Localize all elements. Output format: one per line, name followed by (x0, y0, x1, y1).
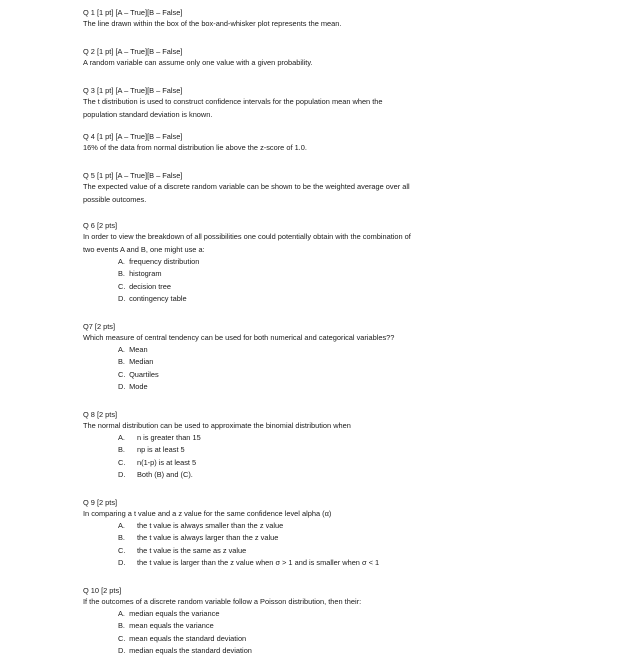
question-text: The t distribution is used to construct confidence intervals for the population mean when the (83, 97, 383, 106)
question-header: Q 2 [1 pt] [A – True][B – False] (83, 47, 183, 56)
answer-options (83, 608, 528, 657)
question-text: In order to view the breakdown of all possibilities one could potentially obtain with the combination of (83, 232, 411, 241)
option-letter: A. (118, 345, 125, 354)
question-4 (83, 132, 528, 154)
answer-options (83, 520, 528, 569)
option-c[interactable] (118, 545, 528, 557)
option-a[interactable] (118, 432, 528, 444)
option-text: Quartiles (129, 369, 159, 379)
option-text: decision tree (129, 281, 171, 291)
option-text: frequency distribution (129, 257, 200, 266)
question-text: two events A and B, one might use a: (83, 245, 205, 254)
question-9 (83, 498, 528, 569)
question-text: The line drawn within the box of the box-and-whisker plot represents the mean. (83, 19, 342, 28)
question-text: population standard deviation is known. (83, 110, 213, 119)
question-text: If the outcomes of a discrete random variable follow a Poisson distribution, then their: (83, 597, 362, 606)
option-letter: C. (118, 633, 126, 643)
question-5 (83, 171, 528, 206)
option-c[interactable] (118, 633, 528, 645)
question-text: Which measure of central tendency can be used for both numerical and categorical variables?? (83, 333, 395, 342)
option-text: the t value is always smaller than the z value (137, 521, 284, 530)
question-header: Q 9 [2 pts] (83, 498, 118, 507)
option-text: contingency table (129, 293, 187, 303)
option-d[interactable] (118, 469, 528, 481)
option-text: n(1-p) is at least 5 (137, 457, 197, 467)
option-a[interactable] (118, 344, 528, 356)
question-text: In comparing a t value and a z value for the same confidence level alpha (α) (83, 509, 332, 518)
question-header: Q 4 [1 pt] [A – True][B – False] (83, 132, 183, 141)
question-8 (83, 410, 528, 481)
option-b[interactable] (118, 356, 528, 368)
option-text: Median (129, 357, 154, 367)
option-c[interactable] (118, 369, 528, 381)
option-d[interactable] (118, 645, 528, 657)
option-text: np is at least 5 (137, 445, 185, 455)
question-6 (83, 221, 528, 305)
option-d[interactable] (118, 381, 528, 393)
option-text: the t value is larger than the z value when σ > 1 and is smaller when σ < 1 (137, 557, 380, 567)
option-text: median equals the variance (129, 609, 220, 618)
option-letter: B. (118, 269, 125, 279)
option-text: the t value is always larger than the z value (137, 533, 279, 543)
option-text: mean equals the standard deviation (129, 633, 247, 643)
option-a[interactable] (118, 608, 528, 620)
question-header: Q 3 [1 pt] [A – True][B – False] (83, 86, 183, 95)
question-text: possible outcomes. (83, 195, 147, 204)
question-text: A random variable can assume only one value with a given probability. (83, 58, 313, 67)
question-2 (83, 47, 528, 69)
option-letter: D. (118, 469, 126, 479)
question-1 (83, 8, 528, 30)
option-text: mean equals the variance (129, 621, 214, 631)
question-text: 16% of the data from normal distribution lie above the z-score of 1.0. (83, 143, 307, 152)
option-text: histogram (129, 269, 162, 279)
option-letter: B. (118, 445, 125, 455)
option-letter: C. (118, 281, 126, 291)
answer-options (83, 432, 528, 481)
option-letter: D. (118, 381, 126, 391)
question-header: Q 8 [2 pts] (83, 410, 118, 419)
question-header: Q 6 [2 pts] (83, 221, 118, 230)
option-text: median equals the standard deviation (129, 645, 252, 655)
option-b[interactable] (118, 620, 528, 632)
option-text: Both (B) and (C). (137, 469, 193, 479)
option-b[interactable] (118, 444, 528, 456)
option-c[interactable] (118, 281, 528, 293)
option-letter: B. (118, 621, 125, 631)
question-text: The expected value of a discrete random variable can be shown to be the weighted average over all (83, 182, 410, 191)
answer-options (83, 344, 528, 393)
option-letter: A. (118, 609, 125, 618)
option-letter: C. (118, 369, 126, 379)
option-letter: A. (118, 257, 125, 266)
option-letter: B. (118, 533, 125, 543)
question-3 (83, 86, 528, 121)
question-header: Q 10 [2 pts] (83, 586, 122, 595)
option-letter: C. (118, 545, 126, 555)
answer-options (83, 256, 528, 305)
option-letter: B. (118, 357, 125, 367)
option-text: the t value is the same as z value (137, 545, 247, 555)
option-b[interactable] (118, 268, 528, 280)
question-10 (83, 586, 528, 657)
question-header: Q 5 [1 pt] [A – True][B – False] (83, 171, 183, 180)
option-d[interactable] (118, 293, 528, 305)
option-text: Mode (129, 381, 148, 391)
option-letter: D. (118, 645, 126, 655)
question-7 (83, 322, 528, 393)
option-a[interactable] (118, 256, 528, 268)
option-text: n is greater than 15 (137, 433, 201, 442)
option-letter: A. (118, 521, 125, 530)
option-letter: A. (118, 433, 125, 442)
option-letter: D. (118, 557, 126, 567)
option-c[interactable] (118, 457, 528, 469)
question-header: Q 1 [1 pt] [A – True][B – False] (83, 8, 183, 17)
option-d[interactable] (118, 557, 528, 569)
question-header: Q7 [2 pts] (83, 322, 116, 331)
option-text: Mean (129, 345, 148, 354)
option-letter: D. (118, 293, 126, 303)
option-a[interactable] (118, 520, 528, 532)
option-letter: C. (118, 457, 126, 467)
option-b[interactable] (118, 532, 528, 544)
question-text: The normal distribution can be used to approximate the binomial distribution when (83, 421, 351, 430)
